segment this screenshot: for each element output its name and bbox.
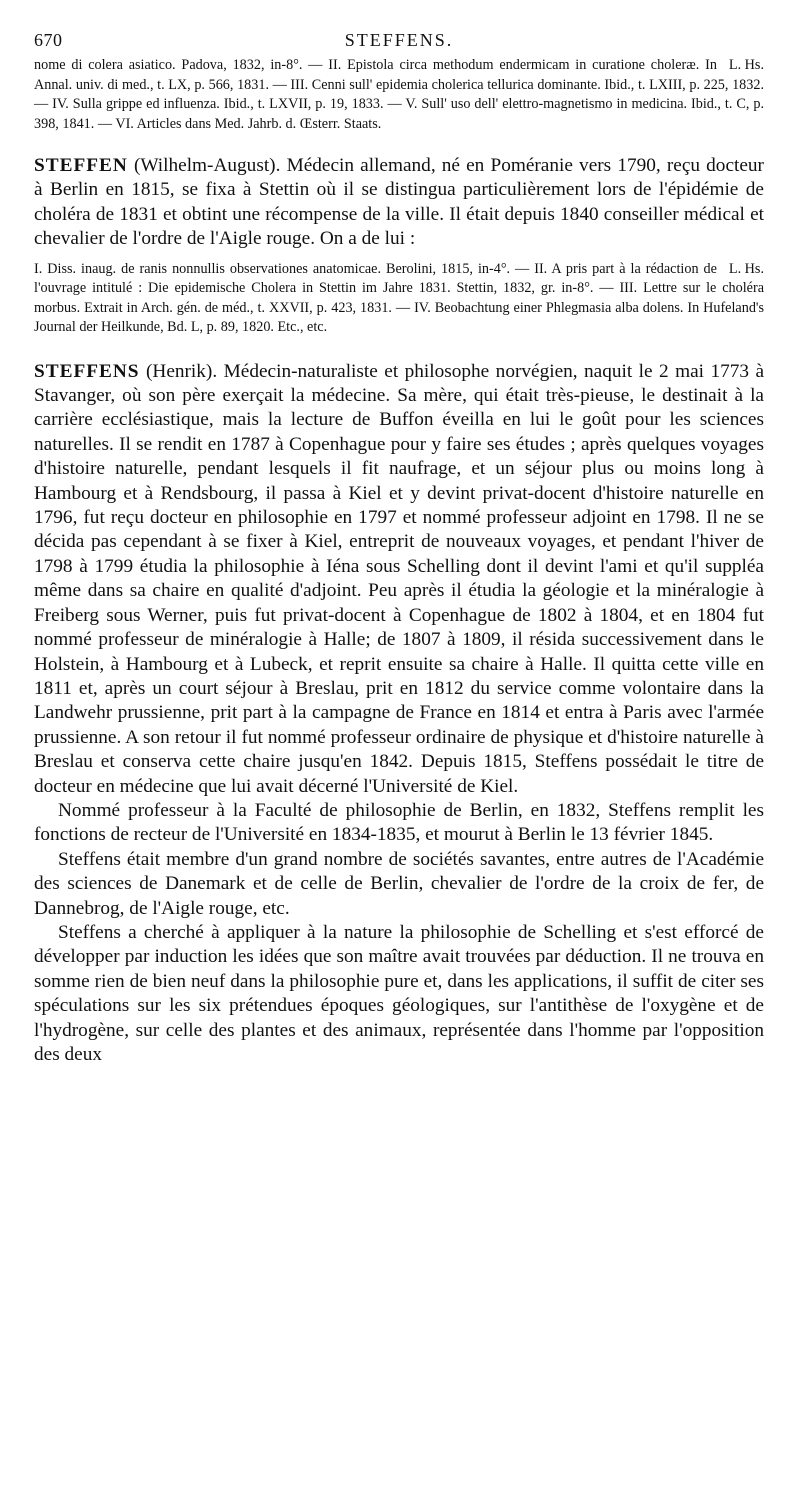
entry-paragraph-1 (34, 360, 764, 799)
document-page (34, 26, 764, 1067)
entry-headword: STEFFENS (34, 360, 140, 382)
entry-text: Médecin-naturaliste et philosophe norvégien, naquit le 2 mai 1773 à Stavanger, où son père exerçait la médecine. Sa mère, qui était très-pieuse, le destinait à la carrière ecclésiastique, mais la lecture de Buffon éveilla en lui le goût pour les sciences naturelles. Il se rendit en 1787 à Copenhague pour y faire ses études ; après quelques voyages d'histoire naturelle, pendant lesquels il fit naufrage, et un séjour plus ou moins long à Hambourg et à Rendsbourg, il passa à Kiel et y devint privat-docent d'histoire naturelle en 1796, fut reçu docteur en philosophie en 1797 et nommé professeur adjoint en 1798. Il ne se décida pas cependant à se fixer à Kiel, entreprit de nouveaux voyages, et pendant l'hiver de 1798 à 1799 étudia la philosophie à Iéna sous Schelling dont il devint l'ami et qu'il suppléa même dans sa chaire en qualité d'adjoint. Peu après il étudia la géologie et la minéralogie à Freiberg sous Werner, puis fut privat-docent à Copenhague de 1802 à 1804, et en 1804 fut nommé professeur de minéralogie à Halle; de 1807 à 1809, il résida successivement dans le Holstein, à Hambourg et à Lubeck, et reprit ensuite sa chaire à Halle. Il quitta cette ville en 1811 et, après un court séjour à Breslau, prit en 1812 du service comme volontaire dans la Landwehr prussienne, prit part à la campagne de France en 1814 et entra à Paris avec l'armée prussienne. A son retour il fut nommé professeur ordinaire de physique et d'histoire naturelle à Breslau et conserva cette chaire jusqu'en 1842. Depuis 1815, Steffens possédait le titre de docteur en médecine que lui avait décerné l'Université de Kiel. (34, 360, 765, 797)
entry-paragraph-2: Nommé professeur à la Faculté de philosophie de Berlin, en 1832, Steffens remplit les fonctions de recteur de l'Université en 1834-1835, et mourut à Berlin le 13 février 1845. (34, 799, 764, 846)
previous-entry-biblio-text: nome di colera asiatico. Padova, 1832, in-8°. — II. Epistola circa methodum endermicam in curatione choleræ. In Annal. univ. di med., t. LX, p. 566, 1831. — III. Cenni sull' epidemia cholerica tellurica dominante. Ibid., t. LXIII, p. 225, 1832. — IV. Sulla grippe ed influenza. Ibid., t. LXVII, p. 19, 1833. — V. Sull' uso dell' elettro-magnetismo in medicina. Ibid., t. C, p. 398, 1841. — VI. Articles dans Med. Jahrb. d. Œsterr. Staats. (34, 57, 764, 132)
entry-forenames: (Henrik). (145, 360, 218, 382)
previous-entry-author: L. Hs. (728, 57, 764, 73)
entry-paragraph-4: Steffens a cherché à appliquer à la nature la philosophie de Schelling et s'est efforcé de développer par induction les idées que son maître avait trouvées par déduction. Il ne trouva en somme rien de bien neuf dans la philosophie pure et, dans les applications, il suffit de citer ses spéculations sur les six prétendues époques géologiques, sur l'antithèse de l'oxygène et de l'hydrogène, sur celle des plantes et des animaux, représentée dans l'homme par l'opposition des deux (34, 921, 764, 1065)
entry-steffens-henrik (34, 360, 764, 1068)
entry-paragraph-3: Steffens était membre d'un grand nombre de sociétés savantes, entre autres de l'Académie des sciences de Danemark et de celle de Berlin, chevalier de l'ordre de la croix de fer, de Dannebrog, de l'Aigle rouge, etc. (34, 848, 764, 919)
entry-biblio-text: I. Diss. inaug. de ranis nonnullis observationes anatomicae. Berolini, 1815, in-4°. — II. A pris part à la rédaction de l'ouvrage intitulé : Die epidemische Cholera in Stettin im Jahre 1831. Stettin, 1832, gr. in-8°. — III. Lettre sur le choléra morbus. Extrait in Arch. gén. de méd., t. XXVII, p. 423, 1831. — IV. Beobachtung einer Phlegmasia alba dolens. In Hufeland's Journal der Heilkunde, Bd. L, p. 89, 1820. Etc., etc. (34, 260, 764, 336)
previous-entry-bibliography (34, 56, 764, 134)
entry-author: L. Hs. (728, 260, 764, 277)
entry-bibliography (34, 260, 764, 338)
page-header (34, 26, 764, 54)
entry-headword: STEFFEN (34, 155, 128, 176)
entry-body (34, 154, 764, 252)
page-number: 670 (34, 30, 63, 50)
entry-steffen-wilhelm (34, 154, 764, 338)
running-title: STEFFENS. (344, 30, 454, 50)
entry-forenames: (Wilhelm-August). (133, 155, 281, 176)
entry-text: Médecin allemand, né en Poméranie vers 1790, reçu docteur à Berlin en 1815, se fixa à Stettin où il se distingua particulièrement lors de l'épidémie de choléra de 1831 et obtint une récompense de la ville. Il était depuis 1840 conseiller médical et chevalier de l'ordre de l'Aigle rouge. On a de lui : (34, 155, 764, 250)
